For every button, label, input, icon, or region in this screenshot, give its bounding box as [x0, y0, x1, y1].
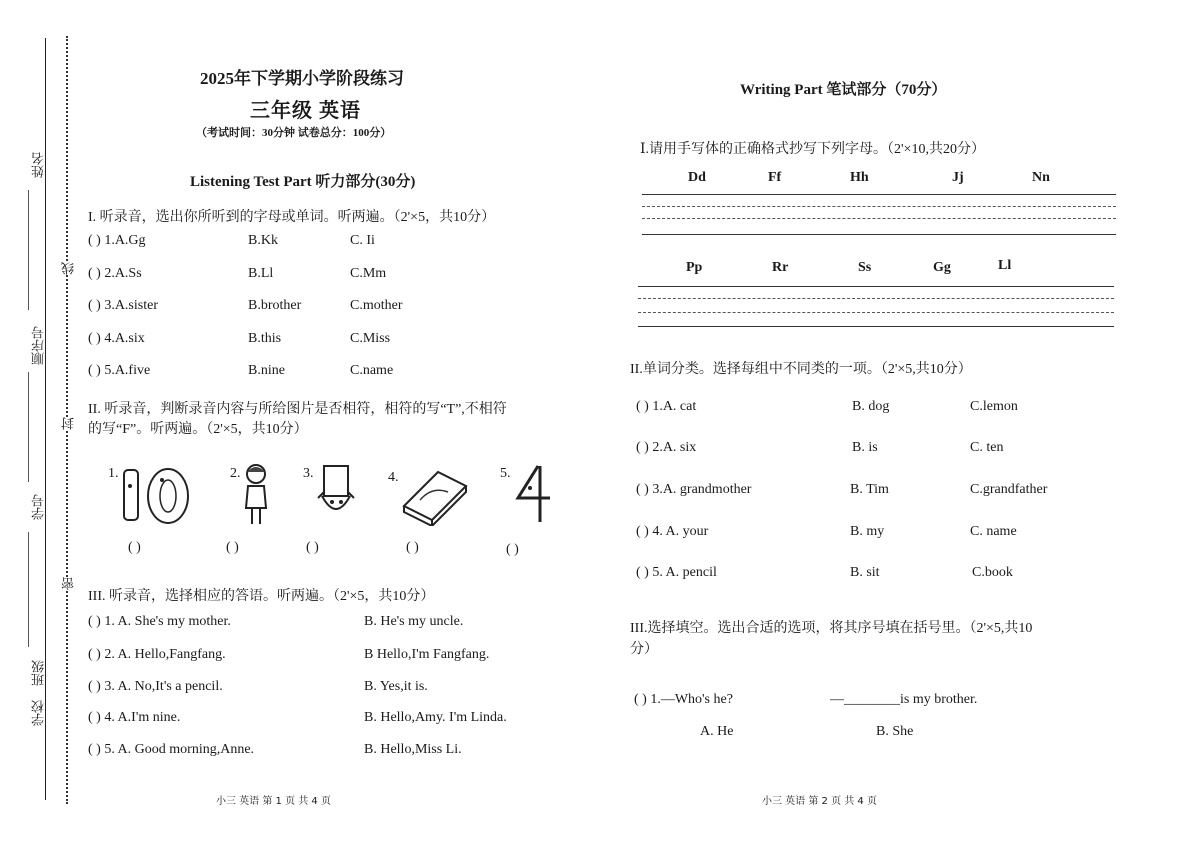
number-four-picture	[512, 462, 556, 528]
list-item: ( ) 2.A.Ss	[88, 266, 142, 281]
list-item: ( ) 4. A.I'm nine.	[88, 710, 181, 725]
list-item: ( ) 4.A.six	[88, 331, 145, 346]
list-item: ( ) 3.A. grandmother	[636, 482, 752, 497]
list-item: C.name	[350, 363, 394, 378]
list-item: ( ) 1.A. cat	[636, 399, 697, 414]
copy-letter: Ss	[858, 260, 872, 275]
fill-question-1: ( ) 1.—Who's he?	[634, 692, 733, 707]
list-item: B.brother	[248, 298, 302, 313]
list-item: B. dog	[852, 399, 890, 414]
seal-char-line: 线	[62, 262, 77, 275]
list-item: ( ) 2. A. Hello,Fangfang.	[88, 647, 226, 662]
label-name: 姓名	[32, 152, 47, 178]
girl-picture	[238, 462, 274, 528]
list-item: B. Hello,Amy. I'm Linda.	[364, 710, 507, 725]
list-item: B. He's my uncle.	[364, 614, 464, 629]
list-item: ( ) 1.A.Gg	[88, 233, 146, 248]
label-order-number: 顺序号	[32, 326, 47, 365]
picture-blank: ( )	[506, 542, 519, 557]
label-student-id: 学号	[32, 494, 47, 520]
listening-part3-heading: III. 听录音，选择相应的答语。听两遍。（2'×5，共10分）	[88, 589, 435, 604]
book-picture	[398, 466, 470, 526]
list-item: B. sit	[850, 565, 880, 580]
list-item: ( ) 3. A. No,It's a pencil.	[88, 679, 223, 694]
label-class: 班级	[32, 660, 47, 686]
exam-subtitle: 三年级 英语	[250, 100, 361, 122]
option-b: B. She	[876, 724, 914, 739]
copy-letter: Dd	[688, 170, 706, 185]
listening-part2-heading-1: II. 听录音，判断录音内容与所给图片是否相符，相符的写“T”,不相符	[88, 402, 507, 417]
writing-lines-1[interactable]	[642, 194, 1116, 238]
writing-header: Writing Part 笔试部分（70分）	[740, 82, 947, 98]
list-item: B Hello,I'm Fangfang.	[364, 647, 490, 662]
picture-number: 1.	[108, 466, 119, 481]
name-blank	[28, 190, 29, 310]
copy-letter: Jj	[952, 170, 964, 185]
number-ten-picture	[118, 462, 198, 528]
copy-letter: Hh	[850, 170, 869, 185]
list-item: C.book	[972, 565, 1013, 580]
list-item: B. is	[852, 440, 878, 455]
listening-part2-heading-2: 的写“F”。听两遍。（2'×5，共10分）	[88, 422, 308, 437]
option-a: A. He	[700, 724, 734, 739]
exam-title: 2025年下学期小学阶段练习	[200, 69, 404, 88]
list-item: B. my	[850, 524, 885, 539]
list-item: B. Hello,Miss Li.	[364, 742, 462, 757]
fill-answer-1: —________is my brother.	[830, 692, 978, 707]
list-item: ( ) 1. A. She's my mother.	[88, 614, 231, 629]
list-item: B.Kk	[248, 233, 278, 248]
writing-part3-heading-2: 分）	[630, 642, 658, 657]
list-item: C. Ii	[350, 233, 375, 248]
list-item: C.lemon	[970, 399, 1018, 414]
picture-blank: ( )	[226, 540, 239, 555]
label-school: 学校	[32, 700, 47, 726]
page-footer-2: 小三 英语 第 2 页 共 4 页	[762, 796, 877, 807]
list-item: C.grandfather	[970, 482, 1048, 497]
list-item: B.this	[248, 331, 282, 346]
letter-character-picture	[314, 462, 358, 528]
seal-char-secret: 密	[62, 577, 77, 590]
list-item: ( ) 4. A. your	[636, 524, 709, 539]
list-item: ( ) 5.A.five	[88, 363, 151, 378]
list-item: ( ) 5. A. pencil	[636, 565, 717, 580]
list-item: C.Mm	[350, 266, 387, 281]
copy-letter: Pp	[686, 260, 703, 275]
copy-letter: Nn	[1032, 170, 1050, 185]
list-item: B.nine	[248, 363, 285, 378]
list-item: ( ) 3.A.sister	[88, 298, 158, 313]
list-item: B. Yes,it is.	[364, 679, 428, 694]
list-item: C. name	[970, 524, 1017, 539]
picture-number: 2.	[230, 466, 241, 481]
id-blank	[28, 532, 29, 647]
copy-letter: Ll	[998, 258, 1012, 273]
exam-info: （考试时间：30分钟 试卷总分：100分）	[196, 127, 392, 139]
copy-letter: Ff	[768, 170, 782, 185]
listening-part1-heading: I. 听录音，选出你所听到的字母或单词。听两遍。（2'×5，共10分）	[88, 210, 496, 225]
picture-blank: ( )	[406, 540, 419, 555]
writing-part3-heading-1: III.选择填空。选出合适的选项，将其序号填在括号里。（2'×5,共10	[630, 621, 1033, 636]
list-item: C.mother	[350, 298, 403, 313]
seal-char-seal: 封	[62, 417, 77, 430]
picture-blank: ( )	[306, 540, 319, 555]
list-item: ( ) 5. A. Good morning,Anne.	[88, 742, 255, 757]
list-item: C. ten	[970, 440, 1004, 455]
list-item: B. Tim	[850, 482, 889, 497]
writing-lines-2[interactable]	[638, 286, 1114, 330]
picture-number: 3.	[303, 466, 314, 481]
writing-part2-heading: II.单词分类。选择每组中不同类的一项。（2'×5,共10分）	[630, 362, 972, 377]
list-item: ( ) 2.A. six	[636, 440, 697, 455]
list-item: B.Ll	[248, 266, 274, 281]
copy-letter: Rr	[772, 260, 789, 275]
writing-part1-heading: Ⅰ.请用手写体的正确格式抄写下列字母。（2'×10,共20分）	[640, 142, 985, 157]
copy-letter: Gg	[933, 260, 951, 275]
list-item: C.Miss	[350, 331, 391, 346]
page-footer-1: 小三 英语 第 1 页 共 4 页	[216, 796, 331, 807]
picture-number: 4.	[388, 470, 399, 485]
order-blank	[28, 372, 29, 482]
listening-header: Listening Test Part 听力部分(30分)	[190, 174, 416, 190]
picture-blank: ( )	[128, 540, 141, 555]
picture-number: 5.	[500, 466, 511, 481]
